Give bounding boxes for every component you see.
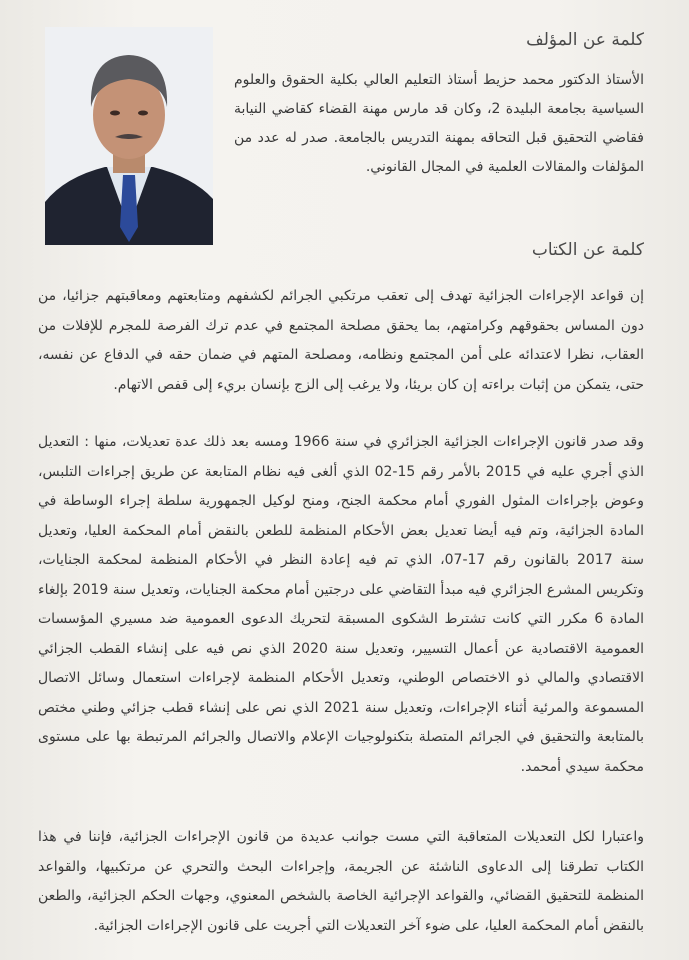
author-portrait-image <box>45 27 213 245</box>
book-section-title: كلمة عن الكتاب <box>531 240 644 260</box>
author-photo <box>45 27 213 245</box>
author-section-title: كلمة عن المؤلف <box>526 30 644 50</box>
author-bio: الأستاذ الدكتور محمد حزيط أستاذ التعليم العالي بكلية الحقوق والعلوم السياسية بجامعة البليدة 2، وكان قد مارس مهنة القضاء كقاضي النيابة فقاضي التحقيق قبل التحاقه بمهنة التدريس بالجامعة. صدر له عدد من المؤلفات والمقالات العلمية في المجال القانوني. <box>234 72 644 175</box>
book-paragraph-2: وقد صدر قانون الإجراءات الجزائية الجزائري في سنة 1966 ومسه بعد ذلك عدة تعديلات، منها : التعديل الذي أجري عليه في 2015 بالأمر رقم 15-02 الذي ألغى فيه نظام المتابعة عن طريق إجراءات التلبس، وعوض بإجراءات المثول الفوري أمام محكمة الجنح، ومنح لوكيل الجمهورية سلطة إجراء الوساطة في المادة الجزائية، وتم فيه أيضا تعديل بعض الأحكام المنظمة للطعن بالنقض أمام المحكمة العليا، وتعديل سنة 2017 بالقانون رقم 17-07، الذي تم فيه إعادة النظر في الأحكام المنظمة لمحكمة الجنايات، وتكريس المشرع الجزائري فيه مبدأ التقاضي على درجتين أمام محكمة الجنايات، وتعديل سنة 2019 بإلغاء المادة 6 مكرر التي كانت تشترط الشكوى المسبقة لتحريك الدعوى العمومية ضد مسيري المؤسسات العمومية الاقتصادية عن أعمال التسيير، وتعديل سنة 2020 الذي نص فيه على إنشاء القطب الجزائي الاقتصادي والمالي ذو الاختصاص الوطني، وتعديل الأحكام المنظمة لإجراءات استعمال وسائل الاتصال المسموعة والمرئية أثناء الإجراءات، وتعديل سنة 2021 الذي نص على إنشاء قطب جزائي وطني مختص بالمتابعة والتحقيق في الجرائم المتصلة بتكنولوجيات الإعلام والاتصال والجرائم المرتبطة بها على مستوى محكمة سيدي أمحمد. <box>38 434 645 775</box>
book-paragraph-1: إن قواعد الإجراءات الجزائية تهدف إلى تعقب مرتكبي الجرائم لكشفهم ومتابعتهم ومعاقبتهم جزائيا، من دون المساس بحقوقهم وكرامتهم، بما يحقق مصلحة المجتمع في عدم ترك الفرصة للمجرم للإفلات من العقاب، نظرا لاعتدائه على أمن المجتمع ونظامه، ومصلحة المتهم في ضمان حقه في الدفاع عن نفسه، حتى، يتمكن من إثبات براءته إن كان بريئا، ولا يرغب إلى الزج بإنسان بريء إلى قفص الاتهام. <box>38 288 644 393</box>
book-paragraph-3: واعتبارا لكل التعديلات المتعاقبة التي مست جوانب عديدة من قانون الإجراءات الجزائية، فإننا في هذا الكتاب تطرقنا إلى الدعاوى الناشئة عن الجريمة، وإجراءات البحث والتحري عن مرتكبيها، والقواعد المنظمة للتحقيق القضائي، والقواعد الإجرائية الخاصة بالشخص المعنوي، وجهات الحكم الجزائية، والطعن بالنقض أمام المحكمة العليا، على ضوء آخر التعديلات التي أجريت على قانون الإجراءات الجزائية. <box>38 829 644 934</box>
